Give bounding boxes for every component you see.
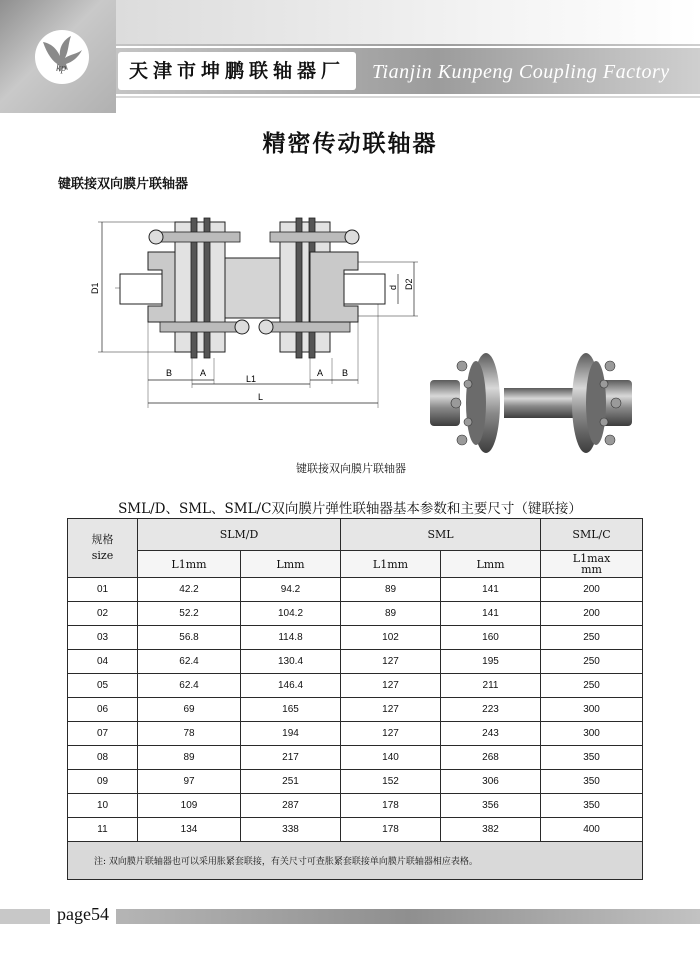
group-header-sml: SML	[341, 519, 541, 551]
table-cell: 127	[341, 722, 441, 746]
table-row	[68, 818, 643, 842]
col-header-l1-sml: L1mm	[341, 551, 441, 578]
right-bottom-nut	[259, 320, 273, 334]
page-title: 精密传动联轴器	[262, 131, 438, 157]
photo-left-flange-2	[466, 361, 486, 445]
col-header-l1max-unit: mm	[581, 563, 602, 576]
table-cell: 250	[541, 626, 643, 650]
table-row	[68, 674, 643, 698]
table-cell: 56.8	[138, 626, 241, 650]
table-cell: 350	[541, 746, 643, 770]
left-bottom-bolt	[160, 322, 240, 332]
spec-table	[67, 518, 643, 880]
table-cell: 127	[341, 698, 441, 722]
table-cell: 94.2	[241, 578, 341, 602]
table-cell: 127	[341, 650, 441, 674]
eagle-icon	[35, 30, 89, 84]
dim-l1: L1	[246, 374, 257, 384]
table-cell: 78	[138, 722, 241, 746]
table-cell: 178	[341, 794, 441, 818]
footer-left-bar	[0, 909, 50, 924]
table-cell: 141	[441, 578, 541, 602]
table-row	[68, 698, 643, 722]
table-cell: 160	[441, 626, 541, 650]
col-header-l-sml: Lmm	[441, 551, 541, 578]
dim-l: L	[258, 392, 264, 402]
photo-caption: 键联接双向膜片联轴器	[296, 462, 406, 475]
group-header-smlc: SML/C	[541, 519, 643, 551]
table-cell: 165	[241, 698, 341, 722]
right-top-bolt	[270, 232, 350, 242]
photo-right-flange-2	[586, 361, 606, 445]
dim-d: d	[388, 284, 398, 290]
table-cell: 223	[441, 698, 541, 722]
table-cell: 141	[441, 602, 541, 626]
company-name-en: Tianjin Kunpeng Coupling Factory	[372, 61, 670, 83]
dim-a-left: A	[200, 368, 207, 378]
table-cell: 338	[241, 818, 341, 842]
size-header-cn: 规格	[91, 533, 114, 546]
table-cell: 10	[68, 794, 138, 818]
table-cell: 04	[68, 650, 138, 674]
table-cell: 287	[241, 794, 341, 818]
table-cell: 300	[541, 722, 643, 746]
table-row	[68, 794, 643, 818]
logo-text: kp	[56, 62, 67, 74]
group-header-slmd: SLM/D	[138, 519, 341, 551]
table-cell: 178	[341, 818, 441, 842]
table-cell: 62.4	[138, 674, 241, 698]
header-top-strip	[116, 0, 700, 44]
table-cell: 250	[541, 674, 643, 698]
table-cell: 07	[68, 722, 138, 746]
table-row	[68, 650, 643, 674]
table-cell: 05	[68, 674, 138, 698]
table-cell: 300	[541, 698, 643, 722]
dim-d1: D1	[90, 282, 100, 294]
table-cell: 268	[441, 746, 541, 770]
table-cell: 350	[541, 794, 643, 818]
coupling-photo	[416, 350, 646, 455]
table-cell: 134	[138, 818, 241, 842]
size-header	[68, 519, 138, 578]
table-cell: 01	[68, 578, 138, 602]
table-cell: 400	[541, 818, 643, 842]
table-note: 注: 双向膜片联轴器也可以采用胀紧套联接，有关尺寸可查胀紧套联接单向膜片联轴器相应表格。	[68, 842, 643, 880]
table-cell: 243	[441, 722, 541, 746]
section-subtitle: 键联接双向膜片联轴器	[58, 177, 189, 192]
table-cell: 211	[441, 674, 541, 698]
col-header-l: Lmm	[241, 551, 341, 578]
col-header-l1max	[541, 551, 643, 578]
table-row	[68, 602, 643, 626]
table-cell: 102	[341, 626, 441, 650]
dim-b-left: B	[166, 368, 173, 378]
right-top-nut	[345, 230, 359, 244]
table-cell: 152	[341, 770, 441, 794]
table-cell: 200	[541, 578, 643, 602]
table-cell: 217	[241, 746, 341, 770]
table-row	[68, 626, 643, 650]
table-cell: 89	[341, 578, 441, 602]
page-number: page54	[54, 904, 112, 925]
header-logo-panel	[0, 0, 116, 113]
table-cell: 127	[341, 674, 441, 698]
table-cell: 195	[441, 650, 541, 674]
table-cell: 89	[341, 602, 441, 626]
table-cell: 306	[441, 770, 541, 794]
table-cell: 97	[138, 770, 241, 794]
header-bottom-line	[116, 96, 700, 98]
photo-spacer	[504, 388, 574, 418]
header-divider	[116, 46, 700, 48]
table-cell: 62.4	[138, 650, 241, 674]
dim-a-right: A	[317, 368, 324, 378]
table-cell: 382	[441, 818, 541, 842]
table-cell: 140	[341, 746, 441, 770]
col-header-l1max-label: L1max	[572, 552, 611, 565]
table-row	[68, 578, 643, 602]
company-logo	[35, 30, 89, 84]
dim-b-right: B	[342, 368, 349, 378]
table-cell: 114.8	[241, 626, 341, 650]
table-cell: 09	[68, 770, 138, 794]
left-top-nut	[149, 230, 163, 244]
left-top-bolt	[160, 232, 240, 242]
col-header-l1: L1mm	[138, 551, 241, 578]
table-cell: 356	[441, 794, 541, 818]
table-row	[68, 722, 643, 746]
table-row	[68, 770, 643, 794]
right-bottom-bolt	[270, 322, 350, 332]
table-cell: 06	[68, 698, 138, 722]
table-cell: 42.2	[138, 578, 241, 602]
table-cell: 250	[541, 650, 643, 674]
table-cell: 146.4	[241, 674, 341, 698]
left-bottom-nut	[235, 320, 249, 334]
table-cell: 52.2	[138, 602, 241, 626]
table-cell: 69	[138, 698, 241, 722]
table-cell: 200	[541, 602, 643, 626]
table-cell: 11	[68, 818, 138, 842]
table-cell: 109	[138, 794, 241, 818]
table-title: SML/D、SML、SML/C双向膜片弹性联轴器基本参数和主要尺寸（键联接）	[118, 501, 582, 517]
table-cell: 104.2	[241, 602, 341, 626]
table-cell: 08	[68, 746, 138, 770]
table-cell: 194	[241, 722, 341, 746]
dim-d2: D2	[404, 278, 414, 290]
table-cell: 350	[541, 770, 643, 794]
table-cell: 130.4	[241, 650, 341, 674]
company-name-cn: 天津市坤鹏联轴器厂	[118, 52, 356, 90]
size-header-en: size	[91, 549, 114, 562]
spec-table-body	[68, 578, 643, 842]
table-cell: 03	[68, 626, 138, 650]
table-cell: 02	[68, 602, 138, 626]
footer-bar	[116, 909, 700, 924]
coupling-drawing	[80, 210, 420, 415]
table-row	[68, 746, 643, 770]
table-cell: 89	[138, 746, 241, 770]
table-cell: 251	[241, 770, 341, 794]
